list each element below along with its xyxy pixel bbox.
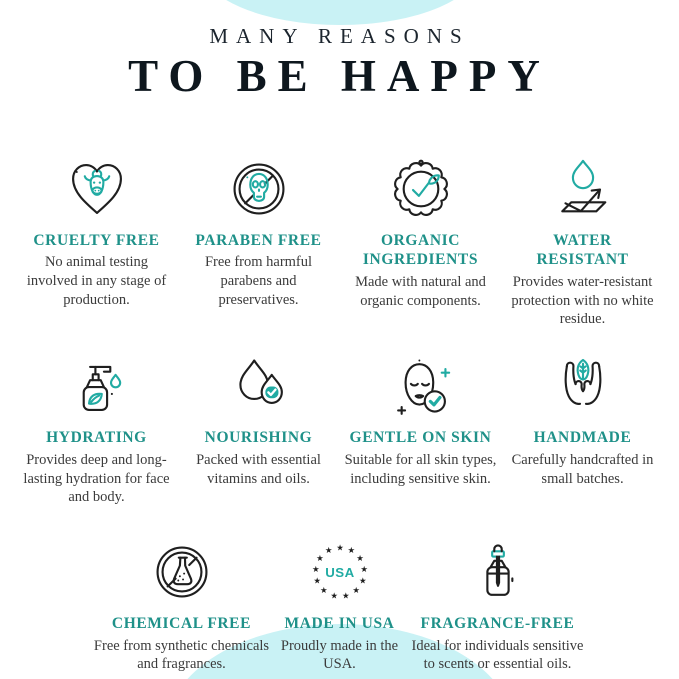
feature-paraben-free: [183, 152, 335, 310]
features-row-1: [0, 152, 679, 329]
header-subtitle: MANY REASONS: [209, 24, 470, 48]
feature-description: Carefully handcrafted in small batches.: [511, 451, 654, 487]
svg-text:★: ★: [329, 591, 338, 602]
feature-fragrance-free: [409, 535, 587, 674]
feature-cruelty-free: [21, 152, 173, 310]
pump-bottle-leaf-icon: [63, 352, 131, 420]
feature-title: HANDMADE: [533, 429, 632, 447]
organic-badge-icon: [387, 155, 455, 223]
feature-description: Provides deep and long-lasting hydration for face and body.: [23, 451, 170, 506]
feature-chemical-free: [93, 535, 271, 674]
svg-text:★: ★: [311, 565, 320, 576]
svg-text:★: ★: [359, 565, 368, 576]
svg-text:★: ★: [351, 586, 360, 597]
feature-title: CHEMICAL FREE: [111, 615, 252, 633]
feature-water-resistant: [507, 152, 659, 329]
feature-description: Suitable for all skin types, including sensitive skin.: [344, 451, 497, 487]
droplet-bounce-icon: [549, 155, 617, 223]
feature-title: WATER RESISTANT: [536, 232, 629, 269]
feature-title: FRAGRANCE-FREE: [420, 615, 575, 633]
feature-title: GENTLE ON SKIN: [349, 429, 492, 447]
feature-title: HYDRATING: [46, 429, 147, 447]
feature-description: No animal testing involved in any stage of production.: [26, 254, 167, 309]
no-flask-icon: [148, 538, 216, 606]
dropper-bottle-icon: [464, 538, 532, 606]
svg-text:★: ★: [355, 554, 364, 565]
feature-description: Provides water-resistant protection with no white residue.: [511, 273, 654, 328]
feature-description: Proudly made in the USA.: [280, 637, 399, 673]
svg-text:★: ★: [347, 546, 355, 557]
feature-hydrating: [21, 349, 173, 507]
feature-description: Free from harmful parabens and preservatives.: [204, 254, 313, 309]
header: [0, 0, 679, 102]
feature-nourishing: [183, 349, 335, 488]
hands-leaf-icon: [549, 352, 617, 420]
feature-title: ORGANIC INGREDIENTS: [362, 232, 479, 269]
drops-check-icon: [225, 352, 293, 420]
svg-text:★: ★: [341, 591, 350, 602]
usa-label: USA: [324, 564, 355, 580]
page-title: TO BE HAPPY: [128, 51, 551, 101]
feature-title: MADE IN USA: [284, 615, 395, 633]
feature-organic-ingredients: [345, 152, 497, 310]
feature-description: Packed with essential vitamins and oils.: [196, 451, 321, 487]
svg-text:★: ★: [358, 576, 367, 587]
feature-description: Free from synthetic chemicals and fragrances.: [93, 637, 270, 673]
face-check-icon: [387, 352, 455, 420]
svg-text:★: ★: [312, 576, 321, 587]
feature-title: NOURISHING: [204, 429, 313, 447]
feature-title: PARABEN FREE: [195, 232, 322, 249]
feature-handmade: [507, 349, 659, 488]
feature-description: Ideal for individuals sensitive to scents or essential oils.: [411, 637, 584, 673]
svg-text:★: ★: [315, 554, 324, 565]
svg-text:★: ★: [319, 586, 328, 597]
svg-text:★: ★: [335, 543, 344, 554]
usa-stars-icon: [306, 538, 374, 606]
heart-cow-icon: [63, 155, 131, 223]
feature-title: CRUELTY FREE: [33, 232, 160, 249]
feature-description: Made with natural and organic components.: [355, 273, 486, 309]
features-row-2: [0, 349, 679, 507]
feature-made-in-usa: [279, 535, 401, 674]
features-row-3: [0, 535, 679, 674]
feature-gentle-on-skin: [345, 349, 497, 488]
no-skull-icon: [225, 155, 293, 223]
svg-text:★: ★: [324, 546, 332, 557]
